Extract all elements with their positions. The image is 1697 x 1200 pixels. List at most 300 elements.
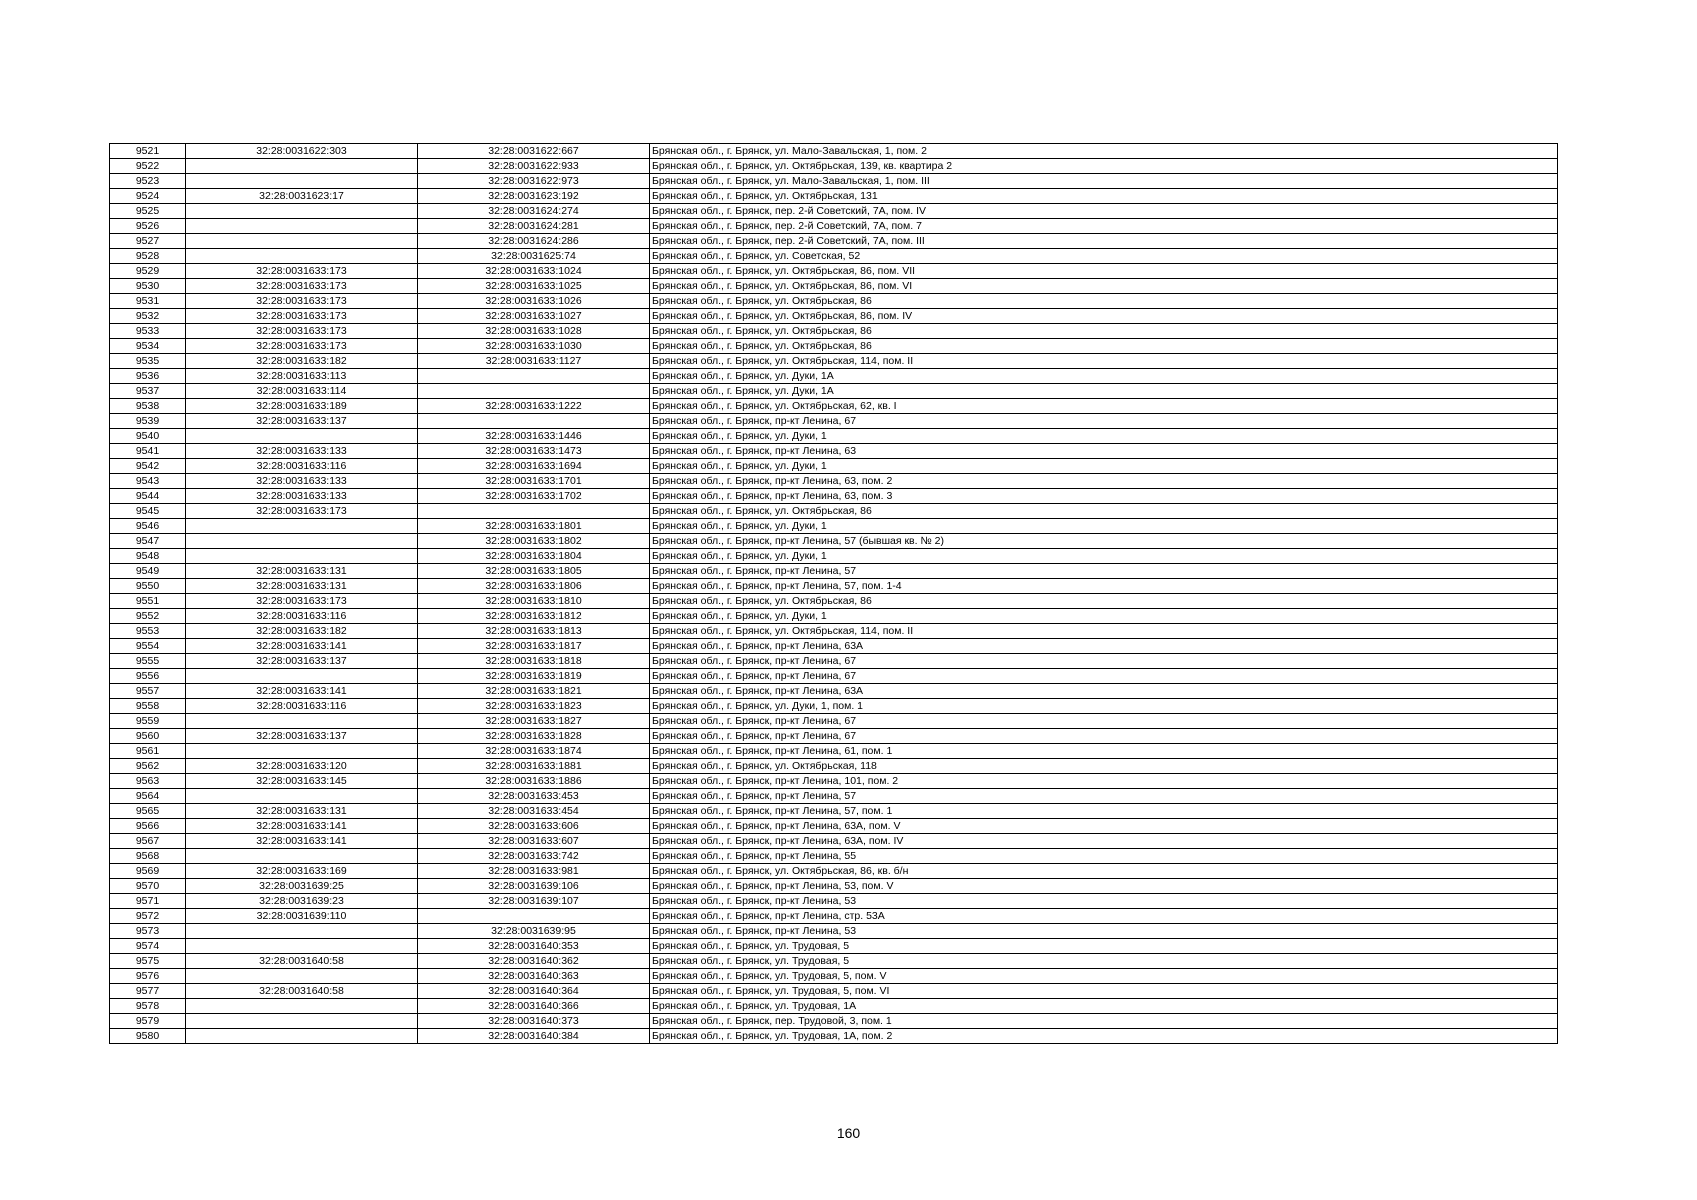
- parent-cadastral-number-cell: 32:28:0031633:145: [186, 774, 418, 789]
- row-number-cell: 9546: [110, 519, 186, 534]
- parent-cadastral-number-cell: [186, 174, 418, 189]
- table-row: [110, 669, 1558, 684]
- cadastral-number-cell: 32:28:0031622:973: [418, 174, 650, 189]
- address-cell: Брянская обл., г. Брянск, ул. Трудовая, 5: [650, 954, 1558, 969]
- parent-cadastral-number-cell: 32:28:0031633:116: [186, 459, 418, 474]
- row-number-cell: 9534: [110, 339, 186, 354]
- parent-cadastral-number-cell: 32:28:0031633:141: [186, 834, 418, 849]
- address-cell: Брянская обл., г. Брянск, ул. Октябрьская, 86, пом. IV: [650, 309, 1558, 324]
- row-number-cell: 9575: [110, 954, 186, 969]
- table-row: [110, 759, 1558, 774]
- row-number-cell: 9554: [110, 639, 186, 654]
- parent-cadastral-number-cell: [186, 519, 418, 534]
- parent-cadastral-number-cell: 32:28:0031633:173: [186, 264, 418, 279]
- parent-cadastral-number-cell: [186, 924, 418, 939]
- cadastral-number-cell: 32:28:0031625:74: [418, 249, 650, 264]
- address-cell: Брянская обл., г. Брянск, пр-кт Ленина, 63А: [650, 684, 1558, 699]
- parent-cadastral-number-cell: 32:28:0031633:141: [186, 684, 418, 699]
- row-number-cell: 9571: [110, 894, 186, 909]
- row-number-cell: 9537: [110, 384, 186, 399]
- table-row: [110, 1014, 1558, 1029]
- parent-cadastral-number-cell: 32:28:0031633:133: [186, 489, 418, 504]
- address-cell: Брянская обл., г. Брянск, пр-кт Ленина, 53: [650, 894, 1558, 909]
- row-number-cell: 9550: [110, 579, 186, 594]
- parent-cadastral-number-cell: 32:28:0031633:133: [186, 474, 418, 489]
- address-cell: Брянская обл., г. Брянск, ул. Октябрьская, 86, пом. VII: [650, 264, 1558, 279]
- page-number: 160: [836, 1125, 861, 1141]
- row-number-cell: 9566: [110, 819, 186, 834]
- row-number-cell: 9542: [110, 459, 186, 474]
- table-row: [110, 909, 1558, 924]
- cadastral-number-cell: 32:28:0031633:1473: [418, 444, 650, 459]
- table-row: [110, 849, 1558, 864]
- table-row: [110, 339, 1558, 354]
- cadastral-number-cell: 32:28:0031633:1886: [418, 774, 650, 789]
- row-number-cell: 9555: [110, 654, 186, 669]
- parent-cadastral-number-cell: 32:28:0031633:182: [186, 624, 418, 639]
- address-cell: Брянская обл., г. Брянск, пр-кт Ленина, 63, пом. 3: [650, 489, 1558, 504]
- row-number-cell: 9543: [110, 474, 186, 489]
- row-number-cell: 9529: [110, 264, 186, 279]
- row-number-cell: 9549: [110, 564, 186, 579]
- table-row: [110, 639, 1558, 654]
- parent-cadastral-number-cell: [186, 429, 418, 444]
- row-number-cell: 9528: [110, 249, 186, 264]
- parent-cadastral-number-cell: 32:28:0031633:116: [186, 609, 418, 624]
- row-number-cell: 9580: [110, 1029, 186, 1044]
- table-row: [110, 999, 1558, 1014]
- cadastral-number-cell: 32:28:0031633:1828: [418, 729, 650, 744]
- table-row: [110, 699, 1558, 714]
- address-cell: Брянская обл., г. Брянск, пр-кт Ленина, 63, пом. 2: [650, 474, 1558, 489]
- address-cell: Брянская обл., г. Брянск, пр-кт Ленина, 57: [650, 564, 1558, 579]
- cadastral-number-cell: 32:28:0031633:1821: [418, 684, 650, 699]
- table-row: [110, 654, 1558, 669]
- table-row: [110, 624, 1558, 639]
- table-row: [110, 489, 1558, 504]
- row-number-cell: 9558: [110, 699, 186, 714]
- address-cell: Брянская обл., г. Брянск, ул. Дуки, 1, пом. 1: [650, 699, 1558, 714]
- parent-cadastral-number-cell: 32:28:0031633:114: [186, 384, 418, 399]
- cadastral-number-cell: 32:28:0031624:281: [418, 219, 650, 234]
- row-number-cell: 9523: [110, 174, 186, 189]
- parent-cadastral-number-cell: [186, 969, 418, 984]
- row-number-cell: 9570: [110, 879, 186, 894]
- address-cell: Брянская обл., г. Брянск, ул. Октябрьская, 118: [650, 759, 1558, 774]
- address-cell: Брянская обл., г. Брянск, пр-кт Ленина, 67: [650, 414, 1558, 429]
- parent-cadastral-number-cell: 32:28:0031633:173: [186, 339, 418, 354]
- cadastral-number-cell: 32:28:0031633:606: [418, 819, 650, 834]
- row-number-cell: 9538: [110, 399, 186, 414]
- table-row: [110, 369, 1558, 384]
- table-row: [110, 864, 1558, 879]
- parent-cadastral-number-cell: 32:28:0031633:113: [186, 369, 418, 384]
- parent-cadastral-number-cell: [186, 999, 418, 1014]
- address-cell: Брянская обл., г. Брянск, ул. Дуки, 1А: [650, 369, 1558, 384]
- cadastral-number-cell: [418, 414, 650, 429]
- cadastral-number-cell: 32:28:0031633:1446: [418, 429, 650, 444]
- cadastral-number-cell: 32:28:0031622:667: [418, 144, 650, 159]
- table-row: [110, 414, 1558, 429]
- table-row: [110, 879, 1558, 894]
- row-number-cell: 9562: [110, 759, 186, 774]
- address-cell: Брянская обл., г. Брянск, пр-кт Ленина, 63А, пом. V: [650, 819, 1558, 834]
- row-number-cell: 9539: [110, 414, 186, 429]
- parent-cadastral-number-cell: 32:28:0031639:25: [186, 879, 418, 894]
- table-row: [110, 474, 1558, 489]
- table-row: [110, 159, 1558, 174]
- registry-table-body: [110, 144, 1558, 1044]
- address-cell: Брянская обл., г. Брянск, пр-кт Ленина, 53, пом. V: [650, 879, 1558, 894]
- row-number-cell: 9541: [110, 444, 186, 459]
- parent-cadastral-number-cell: 32:28:0031640:58: [186, 954, 418, 969]
- parent-cadastral-number-cell: [186, 939, 418, 954]
- address-cell: Брянская обл., г. Брянск, пр-кт Ленина, стр. 53А: [650, 909, 1558, 924]
- parent-cadastral-number-cell: 32:28:0031633:137: [186, 654, 418, 669]
- cadastral-number-cell: 32:28:0031640:364: [418, 984, 650, 999]
- cadastral-number-cell: 32:28:0031633:1881: [418, 759, 650, 774]
- address-cell: Брянская обл., г. Брянск, ул. Дуки, 1: [650, 609, 1558, 624]
- row-number-cell: 9556: [110, 669, 186, 684]
- row-number-cell: 9531: [110, 294, 186, 309]
- cadastral-number-cell: 32:28:0031633:607: [418, 834, 650, 849]
- address-cell: Брянская обл., г. Брянск, пр-кт Ленина, 57, пом. 1: [650, 804, 1558, 819]
- table-row: [110, 204, 1558, 219]
- table-row: [110, 264, 1558, 279]
- parent-cadastral-number-cell: 32:28:0031633:133: [186, 444, 418, 459]
- cadastral-number-cell: 32:28:0031640:366: [418, 999, 650, 1014]
- address-cell: Брянская обл., г. Брянск, ул. Трудовая, 1А, пом. 2: [650, 1029, 1558, 1044]
- address-cell: Брянская обл., г. Брянск, пр-кт Ленина, 57, пом. 1-4: [650, 579, 1558, 594]
- table-row: [110, 564, 1558, 579]
- address-cell: Брянская обл., г. Брянск, ул. Дуки, 1: [650, 519, 1558, 534]
- parent-cadastral-number-cell: [186, 204, 418, 219]
- cadastral-number-cell: 32:28:0031633:1804: [418, 549, 650, 564]
- cadastral-number-cell: 32:28:0031640:362: [418, 954, 650, 969]
- row-number-cell: 9563: [110, 774, 186, 789]
- row-number-cell: 9552: [110, 609, 186, 624]
- address-cell: Брянская обл., г. Брянск, пер. 2-й Советский, 7А, пом. IV: [650, 204, 1558, 219]
- parent-cadastral-number-cell: 32:28:0031633:131: [186, 804, 418, 819]
- parent-cadastral-number-cell: 32:28:0031633:182: [186, 354, 418, 369]
- cadastral-number-cell: 32:28:0031622:933: [418, 159, 650, 174]
- table-row: [110, 714, 1558, 729]
- table-row: [110, 684, 1558, 699]
- address-cell: Брянская обл., г. Брянск, пр-кт Ленина, 63А: [650, 639, 1558, 654]
- address-cell: Брянская обл., г. Брянск, ул. Трудовая, 1А: [650, 999, 1558, 1014]
- cadastral-number-cell: 32:28:0031633:1812: [418, 609, 650, 624]
- row-number-cell: 9567: [110, 834, 186, 849]
- row-number-cell: 9572: [110, 909, 186, 924]
- row-number-cell: 9564: [110, 789, 186, 804]
- row-number-cell: 9565: [110, 804, 186, 819]
- parent-cadastral-number-cell: 32:28:0031623:17: [186, 189, 418, 204]
- table-row: [110, 384, 1558, 399]
- address-cell: Брянская обл., г. Брянск, ул. Октябрьская, 86, кв. б/н: [650, 864, 1558, 879]
- table-row: [110, 954, 1558, 969]
- row-number-cell: 9522: [110, 159, 186, 174]
- registry-table: [109, 143, 1558, 1044]
- parent-cadastral-number-cell: 32:28:0031639:23: [186, 894, 418, 909]
- row-number-cell: 9574: [110, 939, 186, 954]
- parent-cadastral-number-cell: [186, 534, 418, 549]
- table-row: [110, 174, 1558, 189]
- row-number-cell: 9525: [110, 204, 186, 219]
- address-cell: Брянская обл., г. Брянск, пр-кт Ленина, 67: [650, 729, 1558, 744]
- parent-cadastral-number-cell: 32:28:0031633:137: [186, 729, 418, 744]
- row-number-cell: 9521: [110, 144, 186, 159]
- table-row: [110, 249, 1558, 264]
- row-number-cell: 9532: [110, 309, 186, 324]
- table-row: [110, 939, 1558, 954]
- parent-cadastral-number-cell: 32:28:0031633:173: [186, 279, 418, 294]
- cadastral-number-cell: 32:28:0031633:1026: [418, 294, 650, 309]
- cadastral-number-cell: 32:28:0031633:1127: [418, 354, 650, 369]
- parent-cadastral-number-cell: 32:28:0031633:173: [186, 294, 418, 309]
- cadastral-number-cell: 32:28:0031633:1025: [418, 279, 650, 294]
- row-number-cell: 9524: [110, 189, 186, 204]
- parent-cadastral-number-cell: 32:28:0031633:141: [186, 639, 418, 654]
- address-cell: Брянская обл., г. Брянск, ул. Трудовая, 5, пом. V: [650, 969, 1558, 984]
- address-cell: Брянская обл., г. Брянск, пр-кт Ленина, 67: [650, 714, 1558, 729]
- address-cell: Брянская обл., г. Брянск, ул. Дуки, 1А: [650, 384, 1558, 399]
- address-cell: Брянская обл., г. Брянск, ул. Октябрьская, 114, пом. II: [650, 624, 1558, 639]
- cadastral-number-cell: 32:28:0031624:274: [418, 204, 650, 219]
- cadastral-number-cell: 32:28:0031633:1028: [418, 324, 650, 339]
- cadastral-number-cell: 32:28:0031633:1694: [418, 459, 650, 474]
- table-row: [110, 894, 1558, 909]
- row-number-cell: 9530: [110, 279, 186, 294]
- cadastral-number-cell: 32:28:0031639:95: [418, 924, 650, 939]
- parent-cadastral-number-cell: 32:28:0031633:141: [186, 819, 418, 834]
- cadastral-number-cell: 32:28:0031633:1874: [418, 744, 650, 759]
- cadastral-number-cell: 32:28:0031633:1817: [418, 639, 650, 654]
- table-row: [110, 219, 1558, 234]
- parent-cadastral-number-cell: [186, 249, 418, 264]
- cadastral-number-cell: 32:28:0031633:742: [418, 849, 650, 864]
- address-cell: Брянская обл., г. Брянск, пр-кт Ленина, 53: [650, 924, 1558, 939]
- table-row: [110, 549, 1558, 564]
- row-number-cell: 9540: [110, 429, 186, 444]
- parent-cadastral-number-cell: [186, 714, 418, 729]
- address-cell: Брянская обл., г. Брянск, ул. Октябрьская, 139, кв. квартира 2: [650, 159, 1558, 174]
- parent-cadastral-number-cell: [186, 789, 418, 804]
- address-cell: Брянская обл., г. Брянск, ул. Советская, 52: [650, 249, 1558, 264]
- table-row: [110, 234, 1558, 249]
- address-cell: Брянская обл., г. Брянск, пр-кт Ленина, 57: [650, 789, 1558, 804]
- address-cell: Брянская обл., г. Брянск, ул. Октябрьская, 86, пом. VI: [650, 279, 1558, 294]
- table-row: [110, 144, 1558, 159]
- address-cell: Брянская обл., г. Брянск, ул. Октябрьская, 86: [650, 339, 1558, 354]
- address-cell: Брянская обл., г. Брянск, ул. Дуки, 1: [650, 429, 1558, 444]
- address-cell: Брянская обл., г. Брянск, пр-кт Ленина, 61, пом. 1: [650, 744, 1558, 759]
- row-number-cell: 9560: [110, 729, 186, 744]
- parent-cadastral-number-cell: 32:28:0031622:303: [186, 144, 418, 159]
- table-row: [110, 789, 1558, 804]
- parent-cadastral-number-cell: [186, 849, 418, 864]
- table-row: [110, 924, 1558, 939]
- address-cell: Брянская обл., г. Брянск, ул. Октябрьская, 62, кв. I: [650, 399, 1558, 414]
- row-number-cell: 9577: [110, 984, 186, 999]
- cadastral-number-cell: 32:28:0031633:1222: [418, 399, 650, 414]
- table-row: [110, 519, 1558, 534]
- cadastral-number-cell: 32:28:0031639:106: [418, 879, 650, 894]
- row-number-cell: 9551: [110, 594, 186, 609]
- cadastral-number-cell: 32:28:0031640:363: [418, 969, 650, 984]
- table-row: [110, 309, 1558, 324]
- table-row: [110, 594, 1558, 609]
- table-row: [110, 1029, 1558, 1044]
- cadastral-number-cell: 32:28:0031639:107: [418, 894, 650, 909]
- address-cell: Брянская обл., г. Брянск, ул. Октябрьская, 86: [650, 324, 1558, 339]
- parent-cadastral-number-cell: [186, 234, 418, 249]
- address-cell: Брянская обл., г. Брянск, ул. Дуки, 1: [650, 459, 1558, 474]
- row-number-cell: 9535: [110, 354, 186, 369]
- row-number-cell: 9545: [110, 504, 186, 519]
- cadastral-number-cell: 32:28:0031633:1701: [418, 474, 650, 489]
- table-row: [110, 399, 1558, 414]
- cadastral-number-cell: 32:28:0031633:454: [418, 804, 650, 819]
- row-number-cell: 9536: [110, 369, 186, 384]
- parent-cadastral-number-cell: 32:28:0031633:173: [186, 504, 418, 519]
- row-number-cell: 9553: [110, 624, 186, 639]
- row-number-cell: 9547: [110, 534, 186, 549]
- address-cell: Брянская обл., г. Брянск, ул. Октябрьская, 131: [650, 189, 1558, 204]
- row-number-cell: 9568: [110, 849, 186, 864]
- cadastral-number-cell: 32:28:0031640:353: [418, 939, 650, 954]
- address-cell: Брянская обл., г. Брянск, ул. Октябрьская, 86: [650, 504, 1558, 519]
- parent-cadastral-number-cell: [186, 1029, 418, 1044]
- table-row: [110, 324, 1558, 339]
- address-cell: Брянская обл., г. Брянск, пер. 2-й Советский, 7А, пом. 7: [650, 219, 1558, 234]
- cadastral-number-cell: 32:28:0031633:1813: [418, 624, 650, 639]
- table-row: [110, 969, 1558, 984]
- row-number-cell: 9526: [110, 219, 186, 234]
- address-cell: Брянская обл., г. Брянск, ул. Трудовая, 5: [650, 939, 1558, 954]
- table-row: [110, 774, 1558, 789]
- address-cell: Брянская обл., г. Брянск, ул. Октябрьская, 86: [650, 594, 1558, 609]
- cadastral-number-cell: 32:28:0031633:1027: [418, 309, 650, 324]
- parent-cadastral-number-cell: 32:28:0031633:120: [186, 759, 418, 774]
- table-row: [110, 189, 1558, 204]
- table-row: [110, 819, 1558, 834]
- row-number-cell: 9559: [110, 714, 186, 729]
- table-row: [110, 444, 1558, 459]
- table-row: [110, 354, 1558, 369]
- cadastral-number-cell: 32:28:0031633:1806: [418, 579, 650, 594]
- address-cell: Брянская обл., г. Брянск, ул. Октябрьская, 86: [650, 294, 1558, 309]
- parent-cadastral-number-cell: [186, 669, 418, 684]
- row-number-cell: 9557: [110, 684, 186, 699]
- cadastral-number-cell: [418, 504, 650, 519]
- table-row: [110, 504, 1558, 519]
- cadastral-number-cell: 32:28:0031633:1818: [418, 654, 650, 669]
- address-cell: Брянская обл., г. Брянск, пер. 2-й Советский, 7А, пом. III: [650, 234, 1558, 249]
- table-row: [110, 744, 1558, 759]
- parent-cadastral-number-cell: 32:28:0031633:173: [186, 309, 418, 324]
- cadastral-number-cell: 32:28:0031633:981: [418, 864, 650, 879]
- row-number-cell: 9576: [110, 969, 186, 984]
- cadastral-number-cell: 32:28:0031623:192: [418, 189, 650, 204]
- cadastral-number-cell: 32:28:0031633:1702: [418, 489, 650, 504]
- parent-cadastral-number-cell: 32:28:0031633:137: [186, 414, 418, 429]
- row-number-cell: 9544: [110, 489, 186, 504]
- address-cell: Брянская обл., г. Брянск, пер. Трудовой, 3, пом. 1: [650, 1014, 1558, 1029]
- address-cell: Брянская обл., г. Брянск, ул. Октябрьская, 114, пом. II: [650, 354, 1558, 369]
- cadastral-number-cell: 32:28:0031640:373: [418, 1014, 650, 1029]
- parent-cadastral-number-cell: [186, 219, 418, 234]
- address-cell: Брянская обл., г. Брянск, пр-кт Ленина, 55: [650, 849, 1558, 864]
- address-cell: Брянская обл., г. Брянск, ул. Мало-Завальская, 1, пом. III: [650, 174, 1558, 189]
- table-row: [110, 534, 1558, 549]
- row-number-cell: 9548: [110, 549, 186, 564]
- row-number-cell: 9561: [110, 744, 186, 759]
- address-cell: Брянская обл., г. Брянск, пр-кт Ленина, 67: [650, 654, 1558, 669]
- table-row: [110, 984, 1558, 999]
- parent-cadastral-number-cell: 32:28:0031633:131: [186, 579, 418, 594]
- row-number-cell: 9527: [110, 234, 186, 249]
- parent-cadastral-number-cell: 32:28:0031639:110: [186, 909, 418, 924]
- row-number-cell: 9573: [110, 924, 186, 939]
- parent-cadastral-number-cell: 32:28:0031633:116: [186, 699, 418, 714]
- row-number-cell: 9579: [110, 1014, 186, 1029]
- parent-cadastral-number-cell: [186, 159, 418, 174]
- cadastral-number-cell: [418, 384, 650, 399]
- table-row: [110, 579, 1558, 594]
- table-row: [110, 609, 1558, 624]
- cadastral-number-cell: [418, 909, 650, 924]
- address-cell: Брянская обл., г. Брянск, пр-кт Ленина, 101, пом. 2: [650, 774, 1558, 789]
- cadastral-number-cell: 32:28:0031633:1024: [418, 264, 650, 279]
- table-row: [110, 804, 1558, 819]
- parent-cadastral-number-cell: 32:28:0031633:131: [186, 564, 418, 579]
- parent-cadastral-number-cell: [186, 1014, 418, 1029]
- table-row: [110, 294, 1558, 309]
- address-cell: Брянская обл., г. Брянск, ул. Дуки, 1: [650, 549, 1558, 564]
- cadastral-number-cell: 32:28:0031633:1805: [418, 564, 650, 579]
- address-cell: Брянская обл., г. Брянск, пр-кт Ленина, 67: [650, 669, 1558, 684]
- cadastral-number-cell: [418, 369, 650, 384]
- row-number-cell: 9569: [110, 864, 186, 879]
- cadastral-number-cell: 32:28:0031633:1827: [418, 714, 650, 729]
- address-cell: Брянская обл., г. Брянск, пр-кт Ленина, 63А, пом. IV: [650, 834, 1558, 849]
- address-cell: Брянская обл., г. Брянск, пр-кт Ленина, 63: [650, 444, 1558, 459]
- cadastral-number-cell: 32:28:0031633:1823: [418, 699, 650, 714]
- cadastral-number-cell: 32:28:0031633:1810: [418, 594, 650, 609]
- cadastral-number-cell: 32:28:0031633:1819: [418, 669, 650, 684]
- cadastral-number-cell: 32:28:0031633:1801: [418, 519, 650, 534]
- address-cell: Брянская обл., г. Брянск, ул. Трудовая, 5, пом. VI: [650, 984, 1558, 999]
- cadastral-number-cell: 32:28:0031633:1802: [418, 534, 650, 549]
- table-row: [110, 729, 1558, 744]
- parent-cadastral-number-cell: 32:28:0031633:169: [186, 864, 418, 879]
- table-row: [110, 279, 1558, 294]
- cadastral-number-cell: 32:28:0031624:286: [418, 234, 650, 249]
- parent-cadastral-number-cell: 32:28:0031640:58: [186, 984, 418, 999]
- parent-cadastral-number-cell: [186, 549, 418, 564]
- row-number-cell: 9533: [110, 324, 186, 339]
- address-cell: Брянская обл., г. Брянск, пр-кт Ленина, 57 (бывшая кв. № 2): [650, 534, 1558, 549]
- parent-cadastral-number-cell: [186, 744, 418, 759]
- parent-cadastral-number-cell: 32:28:0031633:173: [186, 324, 418, 339]
- parent-cadastral-number-cell: 32:28:0031633:189: [186, 399, 418, 414]
- cadastral-number-cell: 32:28:0031633:453: [418, 789, 650, 804]
- parent-cadastral-number-cell: 32:28:0031633:173: [186, 594, 418, 609]
- cadastral-number-cell: 32:28:0031640:384: [418, 1029, 650, 1044]
- table-row: [110, 429, 1558, 444]
- row-number-cell: 9578: [110, 999, 186, 1014]
- address-cell: Брянская обл., г. Брянск, ул. Мало-Завальская, 1, пом. 2: [650, 144, 1558, 159]
